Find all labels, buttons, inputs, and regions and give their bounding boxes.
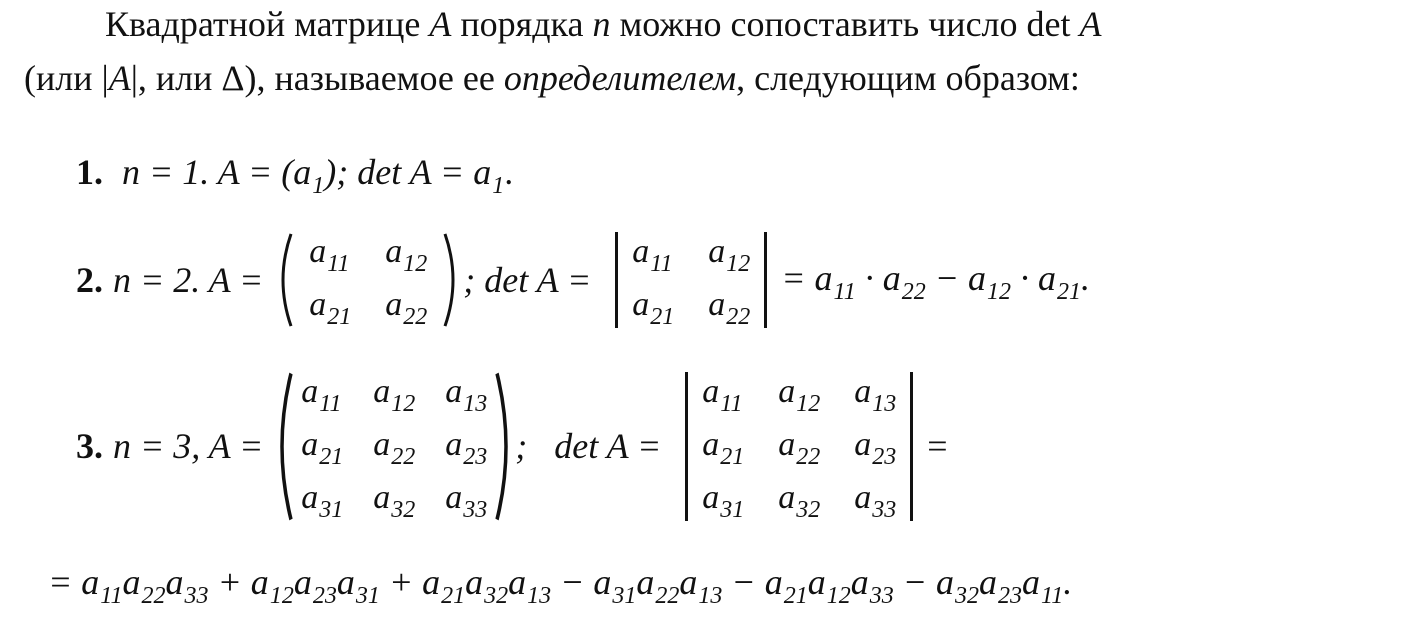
matrix-cell: $a_{22}$ <box>385 286 428 330</box>
item-3 <box>76 372 948 523</box>
det-cell: $a_{11}$ <box>632 233 673 277</box>
subscript: 1 <box>492 173 505 199</box>
det-cell: $a_{12}$ <box>708 233 751 277</box>
det-cell: $a_{22}$ <box>778 425 821 470</box>
matrix-cell: $a_{21}$ <box>301 425 344 470</box>
determinant-2x2 <box>601 232 781 328</box>
intro-text: можно сопоставить число det <box>610 4 1080 44</box>
equals-sign: = <box>927 426 948 466</box>
matrix-cell: $a_{22}$ <box>373 425 416 470</box>
det-cell: $a_{21}$ <box>702 425 745 470</box>
formula-text: . <box>504 152 514 192</box>
formula-text: ; det A = <box>515 426 662 466</box>
determinant-3x3 <box>671 372 927 521</box>
item-number: 2. <box>76 260 103 300</box>
det-expansion: = $a_{11} \cdot a_{22} - a_{12} \cdot a_{21}$. <box>781 257 1091 305</box>
det-cell: $a_{23}$ <box>854 425 897 470</box>
matrix-cell: $a_{12}$ <box>373 372 416 417</box>
subscript: 1 <box>312 173 325 199</box>
item-number: 1. <box>76 152 103 192</box>
intro-text: |, или Δ), называемое ее <box>130 58 504 98</box>
matrix-cell: $a_{11}$ <box>301 372 342 417</box>
matrix-cell: $a_{23}$ <box>445 425 488 470</box>
det-cells <box>632 232 750 328</box>
det-cell: $a_{13}$ <box>854 372 897 417</box>
formula-text: n = 3, A = <box>113 426 264 466</box>
det-bar <box>764 232 767 328</box>
matrix-cell: $a_{21}$ <box>309 286 352 330</box>
right-paren <box>493 372 515 521</box>
det-cell: $a_{11}$ <box>702 372 743 417</box>
matrix-cell: $a_{33}$ <box>445 478 488 523</box>
formula-text: ); det A = a <box>324 152 492 192</box>
matrix-cell: $a_{13}$ <box>445 372 488 417</box>
left-paren <box>273 232 295 328</box>
intro-line-1 <box>105 4 1102 44</box>
matrix-2x2 <box>273 232 463 328</box>
matrix-cells <box>295 372 493 521</box>
matrix-symbol: A <box>108 58 131 98</box>
formula-text: ; det A = <box>463 260 592 300</box>
det-bar <box>685 372 688 521</box>
item-number: 3. <box>76 426 103 466</box>
matrix-cell: $a_{31}$ <box>301 478 344 523</box>
matrix-cell: $a_{32}$ <box>373 478 416 523</box>
formula-text: n = 1. A = (a <box>122 152 312 192</box>
final-formula: = $a_{11}a_{22}a_{33} + a_{12}a_{23}a_{31} + a_{21}a_{32}a_{13} - a_{31}a_{22}a_{13} - a_{21}a_{12}a_{33} - a_{32}a_{23}a_{11}$. <box>48 562 1073 609</box>
det-cell: $a_{22}$ <box>708 286 751 330</box>
det-bar <box>615 232 618 328</box>
emphasized-term: определителем <box>503 58 737 98</box>
det-cell: $a_{12}$ <box>778 372 821 417</box>
det-cell: $a_{31}$ <box>702 478 745 523</box>
matrix-symbol: A <box>1079 4 1102 44</box>
right-paren <box>441 232 463 328</box>
det-cells <box>702 372 896 521</box>
order-symbol: n <box>592 4 611 44</box>
item-2 <box>76 228 1090 332</box>
matrix-symbol: A <box>429 4 452 44</box>
det-cell: $a_{33}$ <box>854 478 897 523</box>
matrix-3x3 <box>273 372 515 521</box>
left-paren <box>273 372 295 521</box>
formula-text: n = 2. A = <box>113 260 264 300</box>
intro-text: (или | <box>24 58 109 98</box>
intro-text: Квадратной матрице <box>105 4 430 44</box>
matrix-cells <box>295 232 441 328</box>
intro-text: , следующим образом: <box>736 58 1080 98</box>
det-bar <box>910 372 913 521</box>
det-cell: $a_{32}$ <box>778 478 821 523</box>
matrix-cell: $a_{12}$ <box>385 233 428 277</box>
intro-text: порядка <box>451 4 593 44</box>
intro-line-2 <box>24 58 1080 98</box>
item-1 <box>76 152 513 197</box>
det-cell: $a_{21}$ <box>632 286 675 330</box>
matrix-cell: $a_{11}$ <box>309 233 350 277</box>
